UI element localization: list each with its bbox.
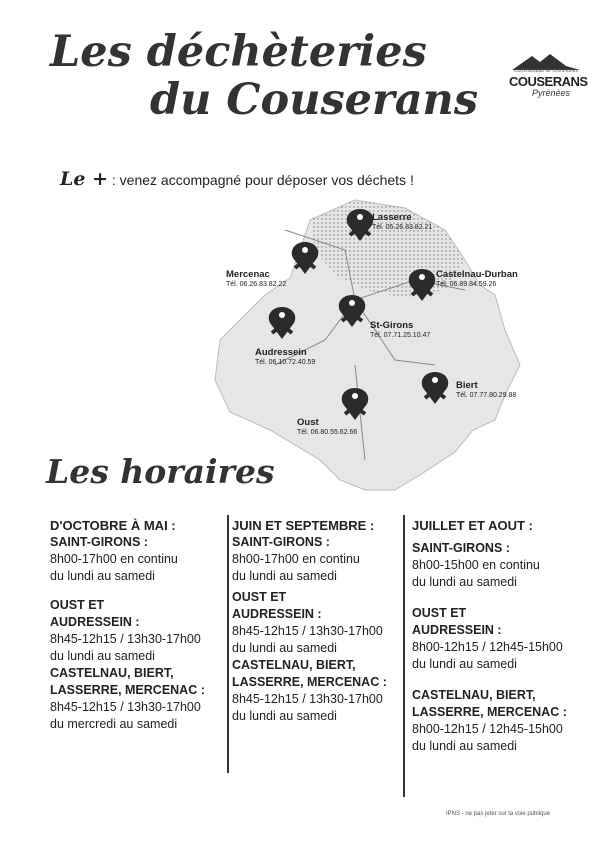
group-title: SAINT-GIRONS : <box>232 535 330 549</box>
site-name: Mercenac <box>226 269 270 280</box>
group-days: du lundi au samedi <box>232 709 337 723</box>
site-name: Oust <box>297 417 319 428</box>
group-hours: 8h45-12h15 / 13h30-17h00 <box>232 692 383 706</box>
group-title: OUST ET <box>50 598 105 612</box>
group-hours: 8h45-12h15 / 13h30-17h00 <box>50 632 201 646</box>
group-hours: 8h45-12h15 / 13h30-17h00 <box>50 700 201 714</box>
site-lasserre <box>372 213 432 233</box>
period-title: JUILLET ET AOUT : <box>412 518 533 533</box>
group-days: du lundi au samedi <box>232 641 337 655</box>
group-hours: 8h00-12h15 / 12h45-15h00 <box>412 722 563 736</box>
site-phone: Tél. 06.89.84.59.26 <box>436 281 497 288</box>
site-phone: Tél. 05.26.83.82.21 <box>372 224 433 231</box>
group-title: CASTELNAU, BIERT, <box>412 688 536 702</box>
site-phone: Tél. 07.71.25.10.47 <box>370 332 431 339</box>
logo-small-text: Communauté de Communes <box>514 68 578 74</box>
site-castelnau <box>436 270 518 290</box>
group-hours: 8h45-12h15 / 13h30-17h00 <box>232 624 383 638</box>
schedule-column-juin-sept <box>232 517 402 725</box>
site-phone: Tél. 06.80.55.62.66 <box>297 429 358 436</box>
group-title: CASTELNAU, BIERT, <box>232 658 356 672</box>
schedule-column-oct-mai <box>50 517 220 733</box>
group-title: SAINT-GIRONS : <box>412 541 510 555</box>
site-phone: Tél. 06.10.72.40.59 <box>255 359 316 366</box>
site-phone: Tél. 06.26.83.82.22 <box>226 281 287 288</box>
column-divider <box>403 515 405 797</box>
group-days: du lundi au samedi <box>232 569 337 583</box>
group-title: LASSERRE, MERCENAC : <box>50 683 205 697</box>
group-title: SAINT-GIRONS : <box>50 535 148 549</box>
logo-subtitle: Pyrénées <box>532 88 571 98</box>
site-name: St-Girons <box>370 320 414 331</box>
title-line-2: du Couserans <box>150 75 479 125</box>
group-days: du lundi au samedi <box>412 575 517 589</box>
group-title: OUST ET <box>412 606 467 620</box>
group-days: du lundi au samedi <box>412 657 517 671</box>
group-hours: 8h00-12h15 / 12h45-15h00 <box>412 640 563 654</box>
column-divider <box>227 515 229 773</box>
group-title: AUDRESSEIN : <box>50 615 140 629</box>
page-title <box>50 28 478 124</box>
group-title: CASTELNAU, BIERT, <box>50 666 174 680</box>
group-hours: 8h00-17h00 en continu <box>232 552 360 566</box>
tagline <box>60 168 414 190</box>
group-title: LASSERRE, MERCENAC : <box>412 705 567 719</box>
logo-name: COUSERANS <box>509 74 588 89</box>
group-title: OUST ET <box>232 590 287 604</box>
site-st-girons <box>370 321 430 341</box>
site-mercenac <box>226 270 286 290</box>
group-days: du lundi au samedi <box>412 739 517 753</box>
group-days: du lundi au samedi <box>50 649 155 663</box>
site-biert <box>456 381 516 401</box>
period-title: D'OCTOBRE À MAI : <box>50 518 176 533</box>
site-oust <box>297 418 357 438</box>
site-name: Audressein <box>255 347 307 358</box>
group-title: LASSERRE, MERCENAC : <box>232 675 387 689</box>
group-days: du mercredi au samedi <box>50 717 178 731</box>
schedule-column-juil-aout <box>412 517 582 755</box>
group-hours: 8h00-15h00 en continu <box>412 558 540 572</box>
site-phone: Tél. 07.77.80.29.88 <box>456 392 517 399</box>
site-audressein <box>255 348 315 368</box>
footer-note: IPNS - ne pas jeter sur la voie publique <box>446 811 551 817</box>
couserans-logo <box>506 52 586 122</box>
title-line-1: Les déchèteries <box>50 27 427 77</box>
horaires-heading: Les horaires <box>46 452 275 491</box>
site-name: Biert <box>456 380 478 391</box>
group-title: AUDRESSEIN : <box>412 623 502 637</box>
tagline-text: : venez accompagné pour déposer vos déchets ! <box>111 172 414 188</box>
site-name: Lasserre <box>372 212 412 223</box>
period-title: JUIN ET SEPTEMBRE : <box>232 518 375 533</box>
group-title: AUDRESSEIN : <box>232 607 322 621</box>
group-hours: 8h00-17h00 en continu <box>50 552 178 566</box>
tagline-le: Le + <box>60 168 108 190</box>
site-name: Castelnau-Durban <box>436 269 518 280</box>
group-days: du lundi au samedi <box>50 569 155 583</box>
